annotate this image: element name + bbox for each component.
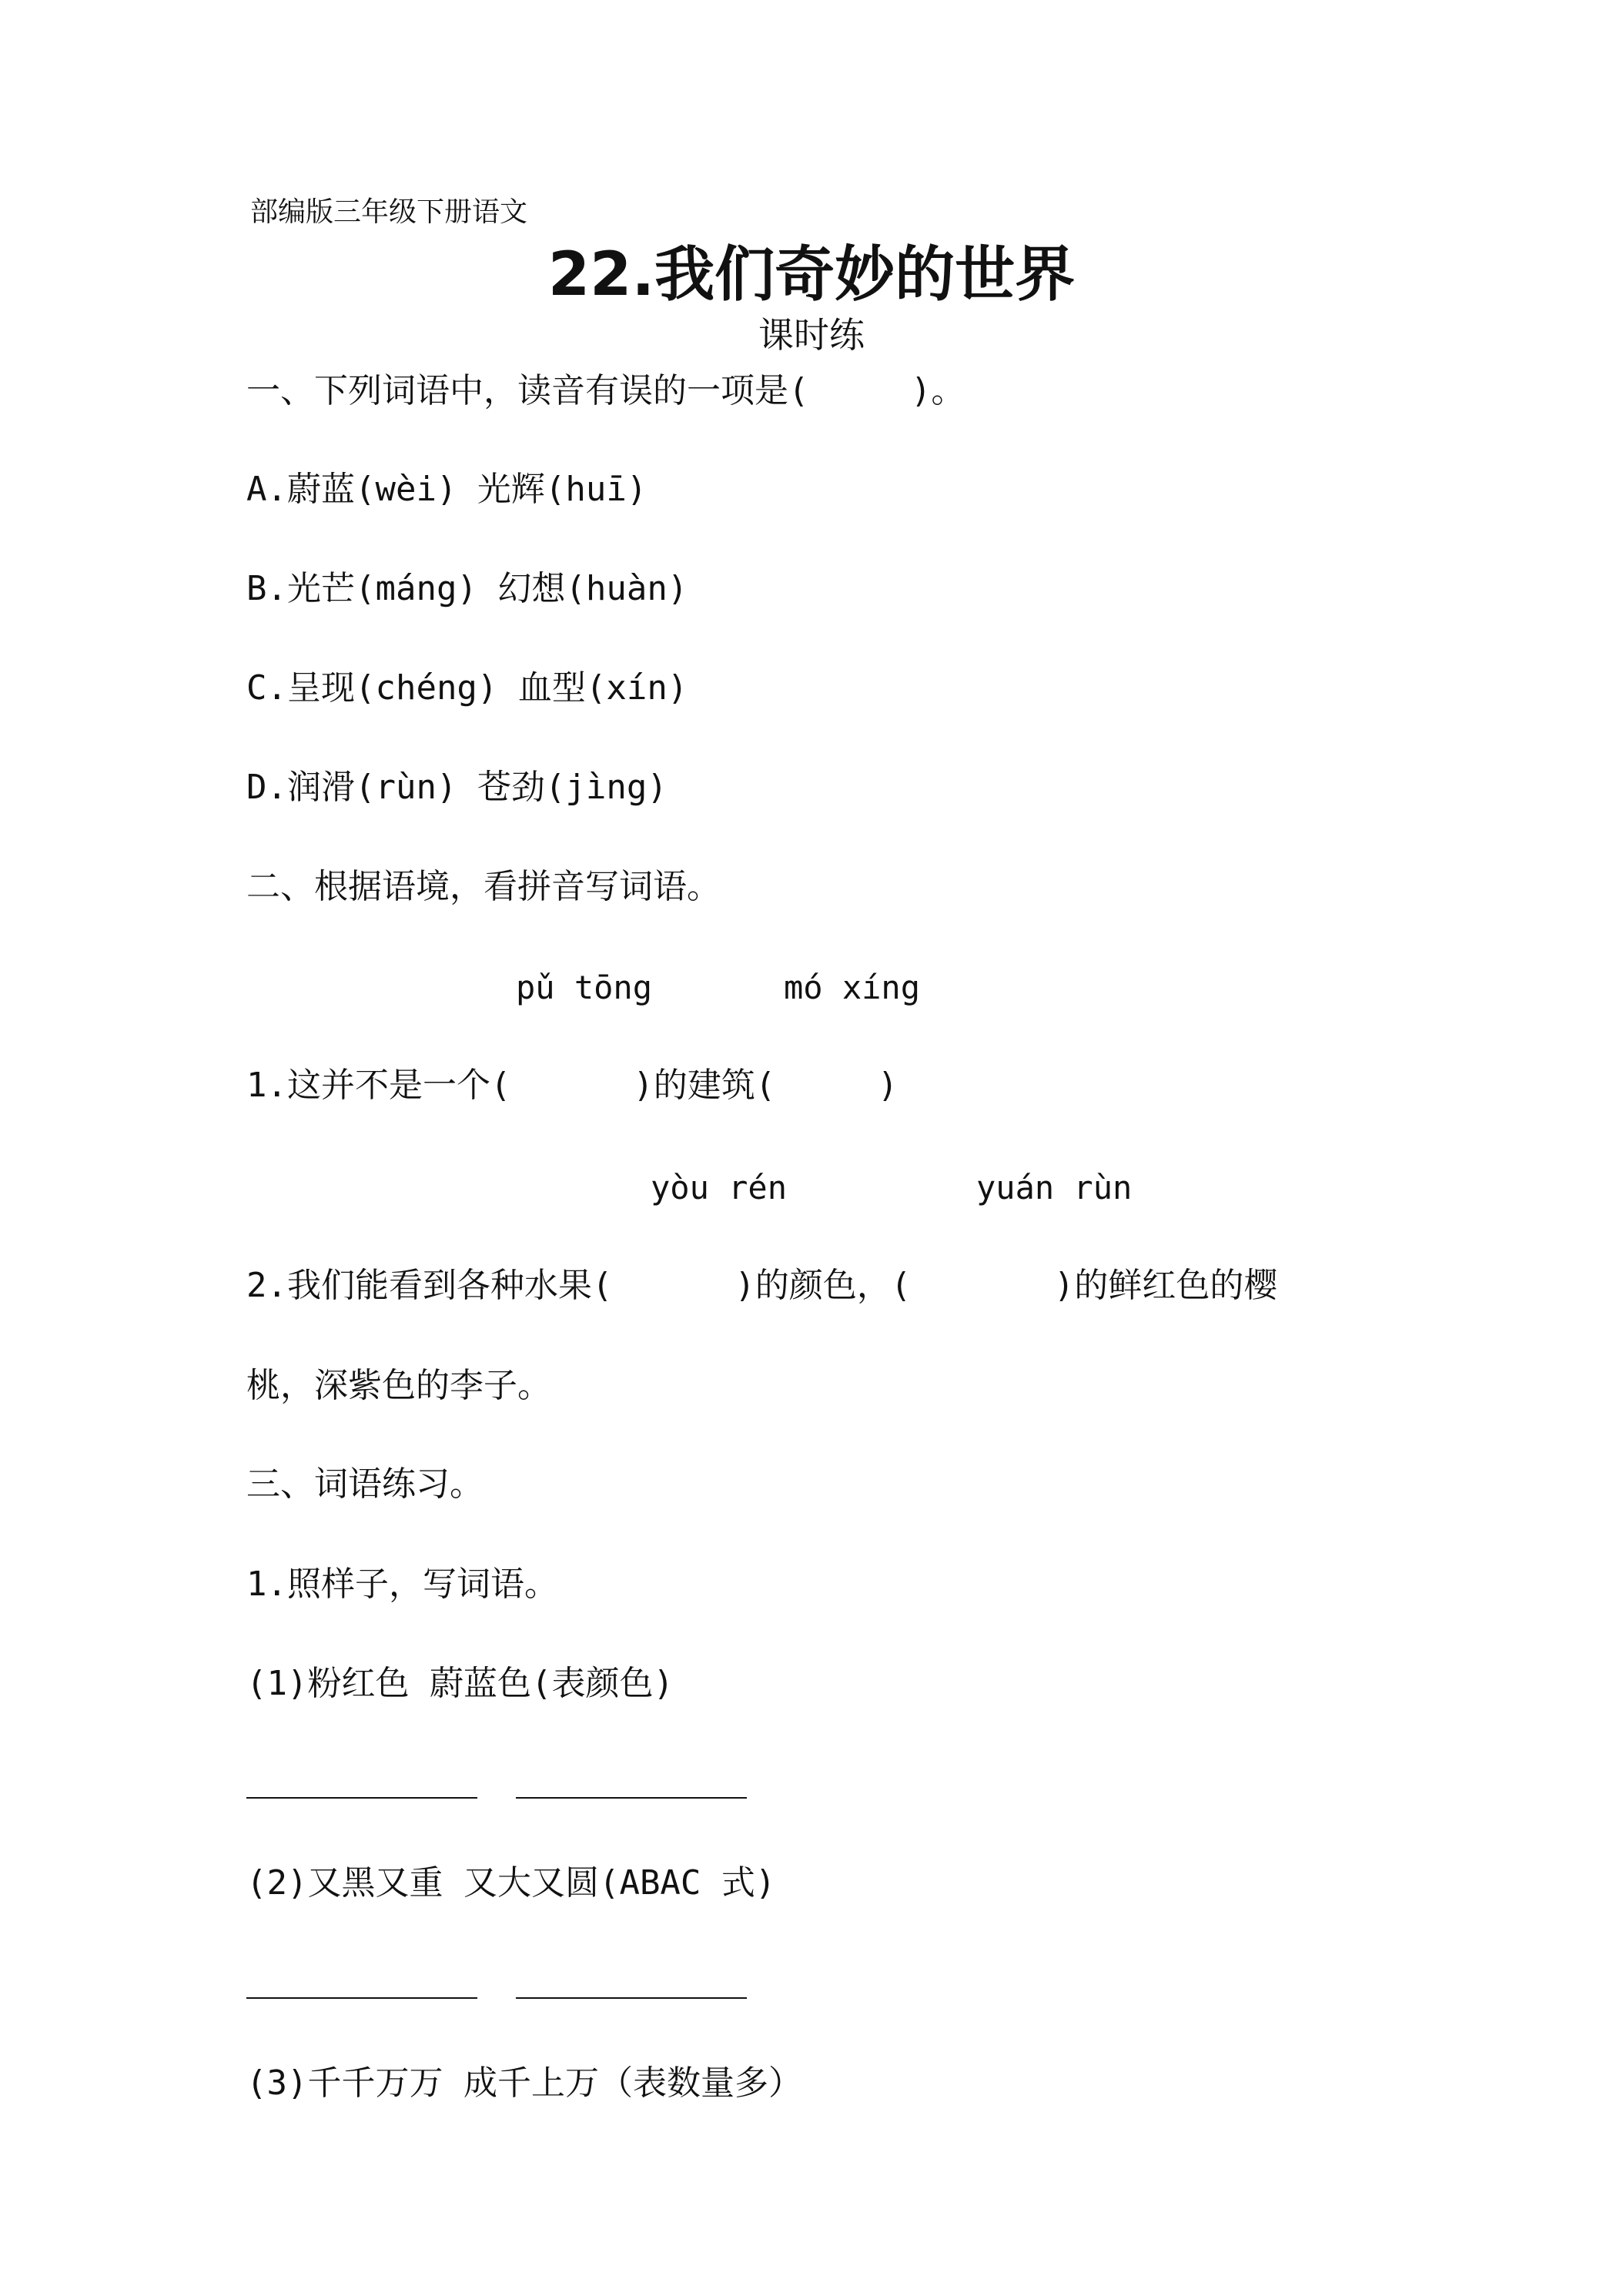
page-subtitle: 课时练 — [758, 314, 865, 356]
answer-blank[interactable] — [246, 1797, 477, 1799]
section2-heading: 二、根据语境，看拼音写词语。 — [246, 867, 721, 906]
answer-blank[interactable] — [516, 1797, 747, 1799]
section2-q2-line2: 桃，深紫色的李子。 — [246, 1366, 551, 1405]
pinyin-pu-tong: pǔ tōng — [516, 969, 653, 1006]
option-c: C.呈现(chéng) 血型(xín) — [246, 668, 688, 708]
pinyin-yuan-run: yuán rùn — [976, 1169, 1133, 1207]
doc-label: 部编版三年级下册语文 — [250, 196, 528, 228]
answer-blank[interactable] — [516, 1997, 747, 1999]
section1-question: 一、下列词语中，读音有误的一项是( )。 — [246, 371, 965, 410]
section2-q1: 1.这并不是一个( )的建筑( ) — [246, 1066, 899, 1105]
section3-item-1: (1)粉红色 蔚蓝色(表颜色) — [246, 1664, 674, 1703]
section2-q2-line1: 2.我们能看到各种水果( )的颜色，( )的鲜红色的樱 — [246, 1266, 1278, 1305]
section3-item-2: (2)又黑又重 又大又圆(ABAC 式) — [246, 1863, 776, 1903]
option-a: A.蔚蓝(wèi) 光辉(huī) — [246, 470, 648, 509]
pinyin-you-ren: yòu rén — [651, 1169, 788, 1207]
answer-blank[interactable] — [246, 1997, 477, 1999]
option-b: B.光芒(máng) 幻想(huàn) — [246, 569, 688, 608]
section3-heading: 三、词语练习。 — [246, 1464, 484, 1504]
section3-sub1: 1.照样子，写词语。 — [246, 1565, 558, 1604]
pinyin-mo-xing: mó xíng — [784, 969, 921, 1006]
option-d: D.润滑(rùn) 苍劲(jìng) — [246, 768, 668, 807]
page-title: 22.我们奇妙的世界 — [547, 240, 1076, 310]
section3-item-3: (3)千千万万 成千上万（表数量多） — [246, 2063, 802, 2103]
